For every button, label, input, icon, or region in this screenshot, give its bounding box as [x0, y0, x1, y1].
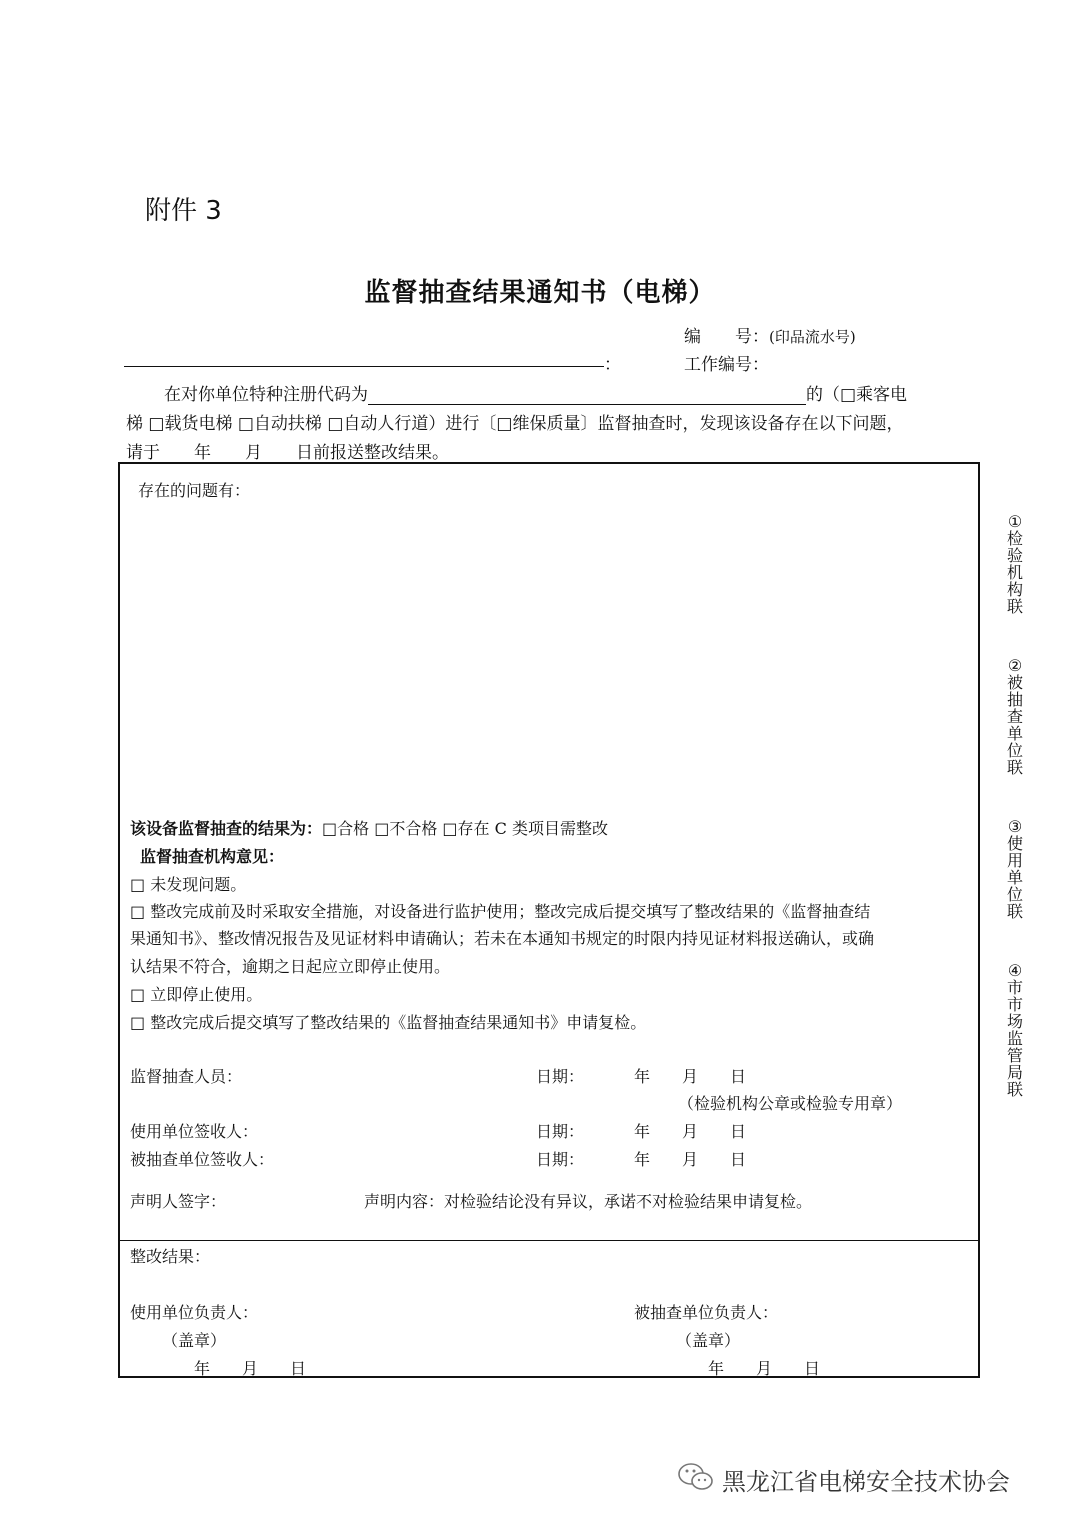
declarant-label: 声明人签字： [130, 1192, 227, 1211]
side-copy-3: ③ 使 用 单 位 联 [1006, 817, 1023, 921]
intro-line-2: 梯 □载货电梯 □自动扶梯 □自动人行道）进行〔□维保质量〕监督抽查时，发现该设备存在以下问题， [126, 414, 904, 434]
user-signer-date-label: 日期： [536, 1122, 585, 1141]
side-copy-1: ① 检 验 机 构 联 [1006, 512, 1023, 616]
user-signer-date: 年 月 日 [634, 1122, 747, 1141]
intro-code-label: 在对你单位特种注册代码为 [164, 385, 368, 405]
wechat-icon [676, 1460, 716, 1494]
watermark-text: 黑龙江省电梯安全技术协会 [722, 1468, 1010, 1496]
intro-line-1 [164, 380, 907, 405]
user-seal: （盖章） [162, 1331, 227, 1350]
inspected-signer-date-label: 日期： [536, 1150, 585, 1169]
inspected-signer-label: 被抽查单位签收人： [130, 1150, 275, 1169]
seal-note: （检验机构公章或检验专用章） [678, 1094, 903, 1113]
intro-line-3: 请于 年 月 日前报送整改结果。 [126, 443, 449, 463]
serial-note: (印品流水号) [769, 328, 856, 346]
inspector-label: 监督抽查人员： [130, 1067, 243, 1086]
opinion-option-2-line-2: 果通知书》、整改情况报告及见证材料申请确认；若未在本通知书规定的时限内持见证材料报送确认，或确 [130, 929, 875, 948]
inspected-head-label: 被抽查单位负责人： [634, 1303, 779, 1322]
form-box [118, 462, 980, 1378]
user-head-date: 年 月 日 [194, 1359, 307, 1378]
opinion-option-1: □ 未发现问题。 [130, 875, 247, 894]
intro-type-open: 的（□乘客电 [806, 385, 908, 405]
serial-label: 编 号： [684, 327, 769, 347]
document-title: 监督抽查结果通知书（电梯） [364, 278, 716, 308]
day-blank [262, 446, 296, 463]
opinion-option-3: □ 立即停止使用。 [130, 985, 263, 1004]
declaration-text: 声明内容：对检验结论没有异议，承诺不对检验结果申请复检。 [364, 1192, 813, 1211]
opinion-option-2-line-1: □ 整改完成前及时采取安全措施，对设备进行监护使用；整改完成后提交填写了整改结果的《监督抽查结 [130, 902, 871, 921]
side-copy-4: ④ 市 市 场 监 管 局 联 [1006, 961, 1023, 1099]
opinion-label: 监督抽查机构意见： [140, 847, 285, 866]
side-copy-2: ② 被 抽 查 单 位 联 [1006, 656, 1023, 777]
issues-label: 存在的问题有： [138, 481, 251, 500]
serial-number-row [684, 322, 856, 347]
attachment-label: 附件 3 [145, 196, 222, 226]
rectify-label: 整改结果： [130, 1247, 211, 1266]
inspected-head-date: 年 月 日 [708, 1359, 821, 1378]
work-no-label: 工作编号： [684, 355, 769, 375]
year-blank [160, 446, 194, 463]
inspector-date-label: 日期： [536, 1067, 585, 1086]
result-row: 该设备监督抽查的结果为：□合格 □不合格 □存在 C 类项目需整改 [130, 819, 608, 838]
inspected-seal: （盖章） [676, 1331, 741, 1350]
opinion-option-2-line-3: 认结果不符合，逾期之日起应立即停止使用。 [130, 957, 451, 976]
inspector-date: 年 月 日 [634, 1067, 747, 1086]
code-blank [368, 386, 806, 405]
inspected-signer-date: 年 月 日 [634, 1150, 747, 1169]
recipient-line [124, 366, 604, 367]
recipient-colon: ： [604, 355, 621, 375]
opinion-option-4: □ 整改完成后提交填写了整改结果的《监督抽查结果通知书》申请复检。 [130, 1013, 647, 1032]
month-blank [211, 446, 245, 463]
section-divider [120, 1240, 978, 1241]
user-signer-label: 使用单位签收人： [130, 1122, 259, 1141]
user-head-label: 使用单位负责人： [130, 1303, 259, 1322]
